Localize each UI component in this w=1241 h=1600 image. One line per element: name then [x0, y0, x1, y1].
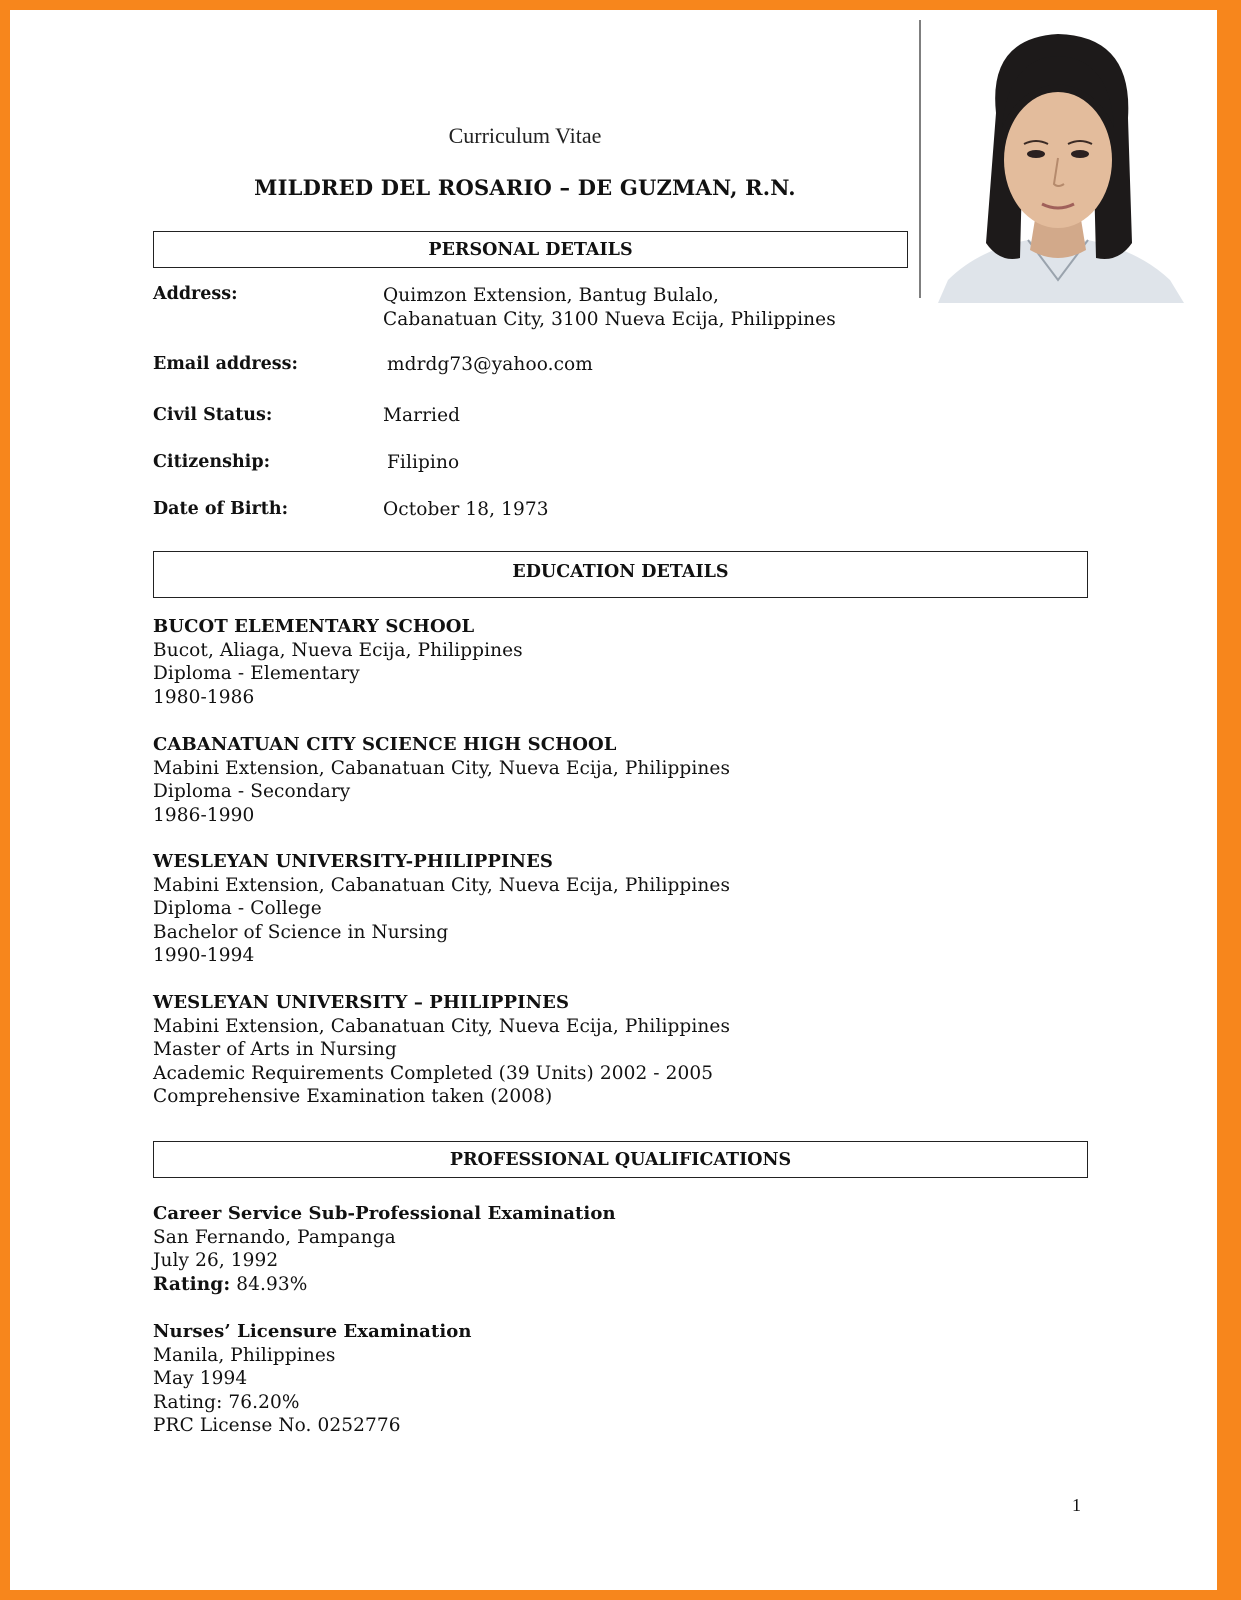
education-entry	[153, 991, 730, 1109]
education-entry	[153, 615, 523, 709]
dob-label: Date of Birth:	[153, 499, 289, 519]
dob-value: October 18, 1973	[383, 499, 549, 520]
qualification-entry	[153, 1320, 472, 1438]
school-detail: Mabini Extension, Cabanatuan City, Nueva Ecija, Philippines	[153, 757, 731, 779]
exam-name: Nurses’ Licensure Examination	[153, 1321, 472, 1342]
citizenship-value: Filipino	[387, 452, 460, 473]
exam-detail: PRC License No. 0252776	[153, 1415, 401, 1436]
address-line-1: Quimzon Extension, Bantug Bulalo,	[383, 285, 719, 306]
address-value	[383, 284, 836, 332]
education-details-heading: EDUCATION DETAILS	[153, 551, 1088, 598]
personal-details-heading: PERSONAL DETAILS	[153, 231, 908, 268]
exam-name: Career Service Sub-Professional Examination	[153, 1203, 616, 1224]
school-name: CABANATUAN CITY SCIENCE HIGH SCHOOL	[153, 734, 617, 755]
civil-status-value: Married	[383, 405, 461, 426]
address-line-2: Cabanatuan City, 3100 Nueva Ecija, Philippines	[383, 309, 836, 330]
exam-detail: May 1994	[153, 1368, 248, 1389]
school-detail: Diploma - College	[153, 898, 322, 919]
profile-photo	[918, 18, 1194, 303]
citizenship-label: Citizenship:	[153, 452, 271, 472]
exam-detail: July 26, 1992	[153, 1250, 279, 1271]
education-entry	[153, 850, 730, 968]
school-detail: Diploma - Elementary	[153, 663, 360, 684]
exam-detail: Manila, Philippines	[153, 1344, 336, 1366]
school-detail: Mabini Extension, Cabanatuan City, Nueva Ecija, Philippines	[153, 874, 731, 896]
exam-detail: San Fernando, Pampanga	[153, 1226, 396, 1248]
school-detail: Bachelor of Science in Nursing	[153, 921, 449, 943]
email-value: mdrdg73@yahoo.com	[387, 354, 593, 375]
school-detail: Comprehensive Examination taken (2008)	[153, 1086, 553, 1107]
document-title: Curriculum Vitae	[448, 123, 602, 148]
civil-status-label: Civil Status:	[153, 405, 273, 425]
school-detail: 1980-1986	[153, 686, 255, 708]
rating-label: Rating:	[153, 1273, 231, 1295]
page-number: 1	[1072, 1495, 1081, 1515]
exam-rating	[153, 1273, 616, 1297]
school-detail: Mabini Extension, Cabanatuan City, Nueva Ecija, Philippines	[153, 1015, 731, 1037]
school-name: WESLEYAN UNIVERSITY-PHILIPPINES	[153, 851, 554, 872]
school-detail: Diploma - Secondary	[153, 781, 351, 802]
school-detail: 1990-1994	[153, 945, 255, 966]
exam-detail: Rating: 76.20%	[153, 1391, 300, 1413]
school-name: WESLEYAN UNIVERSITY – PHILIPPINES	[153, 992, 570, 1013]
person-name: MILDRED DEL ROSARIO – DE GUZMAN, R.N.	[254, 175, 796, 200]
professional-qualifications-heading: PROFESSIONAL QUALIFICATIONS	[153, 1141, 1088, 1178]
school-name: BUCOT ELEMENTARY SCHOOL	[153, 616, 475, 637]
school-detail: 1986-1990	[153, 804, 255, 826]
address-label: Address:	[153, 284, 238, 304]
email-label: Email address:	[153, 354, 298, 374]
education-entry	[153, 733, 730, 827]
school-detail: Master of Arts in Nursing	[153, 1039, 397, 1060]
qualification-entry	[153, 1202, 616, 1296]
school-detail: Academic Requirements Completed (39 Units) 2002 - 2005	[153, 1062, 714, 1084]
rating-value: 84.93%	[230, 1273, 308, 1295]
school-detail: Bucot, Aliaga, Nueva Ecija, Philippines	[153, 639, 523, 661]
